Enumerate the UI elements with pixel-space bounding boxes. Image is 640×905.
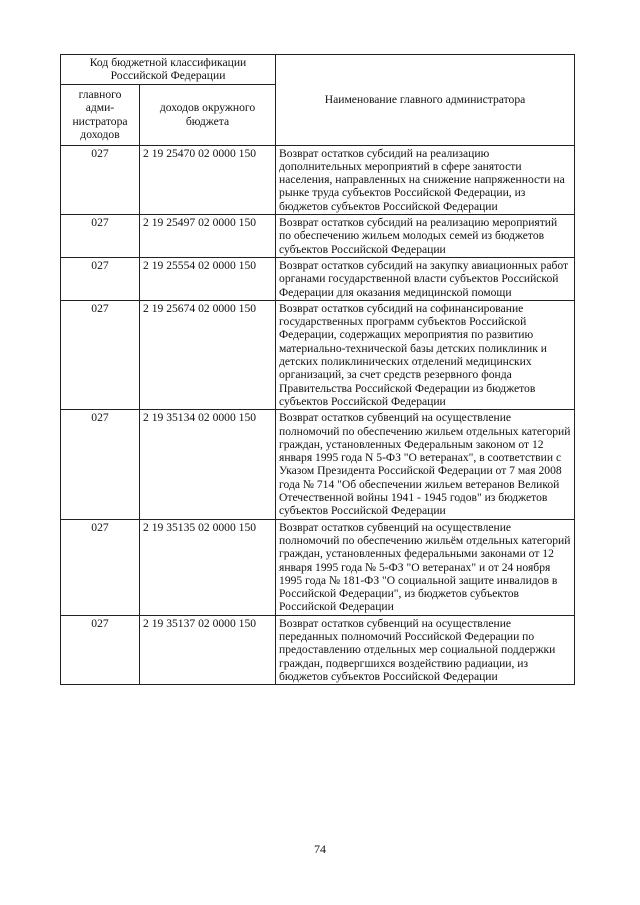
revenue-code-cell: 2 19 25674 02 0000 150 <box>140 300 276 409</box>
description-cell: Возврат остатков субсидий на софинансирование государственных программ субъектов Российской Федерации, содержащих мероприятия по развитию материально-технической базы детских поликлиник и детских поликлинических отделений медицинских организаций, за счет средств резервного фонда Правительства Российской Федерации из бюджетов субъектов Российской Федерации <box>276 300 575 409</box>
table-row <box>61 145 575 214</box>
table-row <box>61 519 575 615</box>
revenue-code-cell: 2 19 35135 02 0000 150 <box>140 519 276 615</box>
budget-classification-table <box>60 54 575 685</box>
table-row <box>61 257 575 300</box>
header-administrator-name: Наименование главного администратора <box>276 55 575 146</box>
header-admin-code: главного адми-нистратора доходов <box>61 84 140 145</box>
revenue-code-cell: 2 19 25497 02 0000 150 <box>140 215 276 258</box>
table-row <box>61 615 575 684</box>
revenue-code-cell: 2 19 35134 02 0000 150 <box>140 410 276 519</box>
description-cell: Возврат остатков субвенций на осуществление переданных полномочий Российской Федерации по предоставлению отдельных мер социальной поддержки граждан, подвергшихся воздействию радиации, из бюджетов субъектов Российской Федерации <box>276 615 575 684</box>
description-cell: Возврат остатков субсидий на реализацию дополнительных мероприятий в сфере занятости населения, направленных на снижение напряженности на рынке труда субъектов Российской Федерации, из бюджетов субъектов Российской Федерации <box>276 145 575 214</box>
header-revenue-code: доходов окружного бюджета <box>140 84 276 145</box>
admin-code-cell: 027 <box>61 215 140 258</box>
admin-code-cell: 027 <box>61 257 140 300</box>
table-row <box>61 215 575 258</box>
admin-code-cell: 027 <box>61 519 140 615</box>
header-budget-classification-code: Код бюджетной классификации Российской Федерации <box>61 55 276 85</box>
table-row <box>61 300 575 409</box>
description-cell: Возврат остатков субсидий на закупку авиационных работ органами государственной власти субъектов Российской Федерации для оказания медицинской помощи <box>276 257 575 300</box>
description-cell: Возврат остатков субвенций на осуществление полномочий по обеспечению жильём отдельных категорий граждан, установленных федеральными законами от 12 января 1995 года № 5-ФЗ "О ветеранах" и от 24 ноября 1995 года № 181-ФЗ "О социальной защите инвалидов в Российской Федерации", из бюджетов субъектов Российской Федерации <box>276 519 575 615</box>
description-cell: Возврат остатков субсидий на реализацию мероприятий по обеспечению жильем молодых семей из бюджетов субъектов Российской Федерации <box>276 215 575 258</box>
revenue-code-cell: 2 19 25470 02 0000 150 <box>140 145 276 214</box>
admin-code-cell: 027 <box>61 145 140 214</box>
admin-code-cell: 027 <box>61 300 140 409</box>
admin-code-cell: 027 <box>61 410 140 519</box>
page-number: 74 <box>314 842 326 856</box>
revenue-code-cell: 2 19 35137 02 0000 150 <box>140 615 276 684</box>
revenue-code-cell: 2 19 25554 02 0000 150 <box>140 257 276 300</box>
header-row-group <box>61 55 575 85</box>
table-row <box>61 410 575 519</box>
description-cell: Возврат остатков субвенций на осуществление полномочий по обеспечению жильем отдельных категорий граждан, установленных Федеральным законом от 12 января 1995 года N 5-ФЗ "О ветеранах", в соответствии с Указом Президента Российской Федерации от 7 мая 2008 года № 714 "Об обеспечении жильем ветеранов Великой Отечественной войны 1941 - 1945 годов" из бюджетов субъектов Российской Федерации <box>276 410 575 519</box>
admin-code-cell: 027 <box>61 615 140 684</box>
